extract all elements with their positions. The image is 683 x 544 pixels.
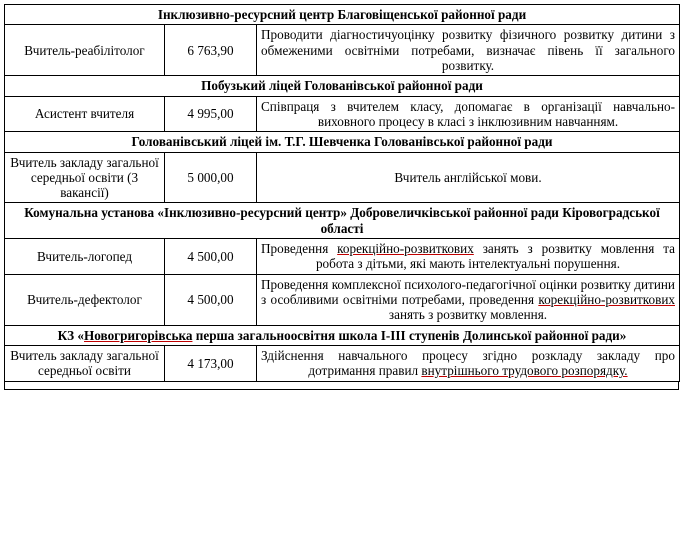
section-heading-row [5,5,680,25]
table-row [5,96,680,132]
section-heading: КЗ «Новогригорівська перша загальноосвітня школа І-ІІІ ступенів Долинської районної ради» [5,325,680,345]
table-row [5,25,680,76]
position-cell: Вчитель-логопед [5,239,165,275]
salary-cell: 4 995,00 [165,96,257,132]
salary-cell: 6 763,90 [165,25,257,76]
section-heading-row [5,132,680,152]
section-heading-row [5,76,680,96]
section-heading: Комунальна установа «Інклюзивно-ресурсний центр» Добровеличківської районної ради Кіровоградської області [5,203,680,239]
description-cell: Здійснення навчального процесу згідно розкладу закладу про дотримання правил внутрішнього трудового розпорядку. [257,345,680,381]
vacancy-table [4,4,680,382]
table-row [5,274,680,325]
position-cell: Вчитель-реабілітолог [5,25,165,76]
description-cell: Проводити діагностичуоцінку розвитку фізичного розвитку дитини з обмеженими освітніми потребами, визначає півень її загального розвитку. [257,25,680,76]
section-heading: Інклюзивно-ресурсний центр Благовіщенської районної ради [5,5,680,25]
section-heading-row [5,325,680,345]
position-cell: Вчитель закладу загальної середньої освіти [5,345,165,381]
salary-cell: 5 000,00 [165,152,257,203]
table-bottom-edge [4,382,679,390]
description-cell: Проведення корекційно-розвиткових занять з розвитку мовлення та робота з дітьми, які мають інтелектуальні порушення. [257,239,680,275]
salary-cell: 4 500,00 [165,274,257,325]
section-heading: Голованівський ліцей ім. Т.Г. Шевченка Голованівської районної ради [5,132,680,152]
description-cell: Вчитель англійської мови. [257,152,680,203]
table-row [5,239,680,275]
salary-cell: 4 500,00 [165,239,257,275]
table-row [5,345,680,381]
position-cell: Вчитель закладу загальної середньої освіти (3 вакансії) [5,152,165,203]
description-cell: Проведення комплексної психолого-педагогічної оцінки розвитку дитини з особливими освітніми потребами, проведення корекційно-розвиткових занять з розвитку мовлення. [257,274,680,325]
table-row [5,152,680,203]
description-cell: Співпраця з вчителем класу, допомагає в організації навчально-виховного процесу в класі з інклюзивним навчанням. [257,96,680,132]
position-cell: Вчитель-дефектолог [5,274,165,325]
salary-cell: 4 173,00 [165,345,257,381]
section-heading-row [5,203,680,239]
position-cell: Асистент вчителя [5,96,165,132]
section-heading: Побузький ліцей Голованівської районної ради [5,76,680,96]
table-body [5,5,680,382]
